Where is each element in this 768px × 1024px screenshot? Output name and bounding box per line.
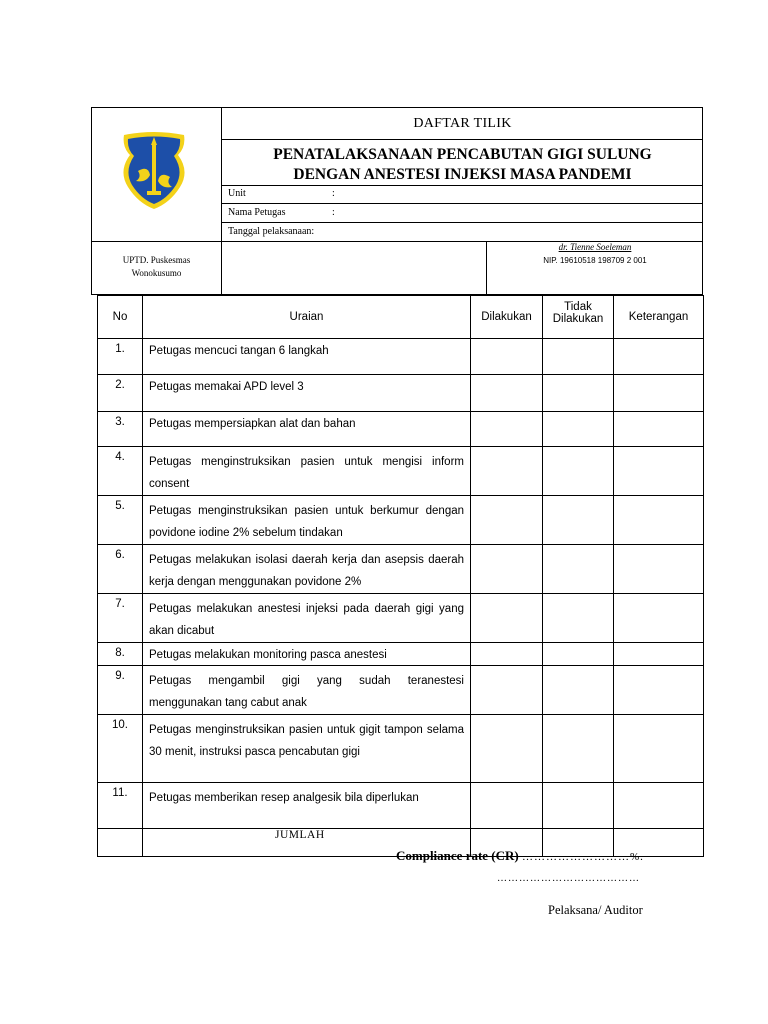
col-tidak-line2: Dilakukan (552, 313, 604, 325)
institution-line-2: Wonokusumo (131, 268, 182, 278)
table-row (98, 412, 704, 447)
table-row (98, 594, 704, 643)
checklist-table (97, 295, 704, 857)
total-label: JUMLAH (143, 829, 471, 857)
cell-tidak-dilakukan[interactable] (543, 666, 614, 715)
field-unit-colon: : (332, 188, 335, 199)
cell-tidak-dilakukan[interactable] (543, 715, 614, 783)
cell-keterangan[interactable] (614, 594, 704, 643)
cell-dilakukan[interactable] (471, 339, 543, 375)
cell-dilakukan[interactable] (471, 375, 543, 412)
col-uraian: Uraian (143, 296, 471, 339)
cell-keterangan[interactable] (614, 715, 704, 783)
cell-tidak-dilakukan[interactable] (543, 643, 614, 666)
cell-keterangan[interactable] (614, 666, 704, 715)
cell-keterangan[interactable] (614, 545, 704, 594)
row-description: Petugas memberikan resep analgesik bila diperlukan (143, 783, 471, 829)
cell-dilakukan[interactable] (471, 412, 543, 447)
row-number: 11. (98, 783, 143, 829)
total-no-cell (98, 829, 143, 857)
col-tidak-dilakukan (543, 296, 614, 339)
cell-tidak-dilakukan[interactable] (543, 412, 614, 447)
header-divider-h2 (221, 185, 703, 186)
table-row (98, 496, 704, 545)
compliance-rate (396, 848, 644, 864)
signer-name: dr. Tienne Soeleman (558, 242, 632, 252)
cell-tidak-dilakukan[interactable] (543, 594, 614, 643)
table-row (98, 447, 704, 496)
row-number: 10. (98, 715, 143, 783)
cell-tidak-dilakukan[interactable] (543, 339, 614, 375)
signer-nip: NIP. 19610518 198709 2 001 (543, 256, 647, 265)
subtitle-line-1: PENATALAKSANAAN PENCABUTAN GIGI SULUNG (273, 146, 652, 163)
row-description: Petugas menginstruksikan pasien untuk gigit tampon selama 30 menit, instruksi pasca pencabutan gigi (143, 715, 471, 783)
row-description: Petugas menginstruksikan pasien untuk berkumur dengan povidone iodine 2% sebelum tindakan (143, 496, 471, 545)
table-row (98, 339, 704, 375)
header-divider-v1 (221, 107, 222, 295)
signature-dots: ………………………………… (497, 873, 640, 884)
cell-dilakukan[interactable] (471, 447, 543, 496)
row-number: 8. (98, 643, 143, 666)
row-description: Petugas mengambil gigi yang sudah teranestesi menggunakan tang cabut anak (143, 666, 471, 715)
cell-tidak-dilakukan[interactable] (543, 375, 614, 412)
row-description: Petugas melakukan isolasi daerah kerja dan asepsis daerah kerja dengan menggunakan povidone 2% (143, 545, 471, 594)
table-row (98, 715, 704, 783)
table-row (98, 545, 704, 594)
surabaya-crest-icon (120, 131, 188, 211)
row-number: 6. (98, 545, 143, 594)
row-number: 1. (98, 339, 143, 375)
cell-tidak-dilakukan[interactable] (543, 545, 614, 594)
row-number: 7. (98, 594, 143, 643)
cell-keterangan[interactable] (614, 375, 704, 412)
row-number: 5. (98, 496, 143, 545)
field-tanggal-label: Tanggal pelaksanaan: (228, 226, 315, 237)
field-petugas-label: Nama Petugas (228, 207, 286, 218)
compliance-label: Compliance rate (CR) (396, 848, 519, 863)
cell-dilakukan[interactable] (471, 594, 543, 643)
table-row (98, 375, 704, 412)
cell-dilakukan[interactable] (471, 715, 543, 783)
row-description: Petugas melakukan anestesi injeksi pada daerah gigi yang akan dicabut (143, 594, 471, 643)
table-header-row (98, 296, 704, 339)
header-divider-h4 (221, 222, 703, 223)
row-number: 3. (98, 412, 143, 447)
cell-tidak-dilakukan[interactable] (543, 447, 614, 496)
subtitle-line-2: DENGAN ANESTESI INJEKSI MASA PANDEMI (293, 166, 632, 183)
row-number: 9. (98, 666, 143, 715)
header-divider-h1 (221, 139, 703, 140)
auditor-label: Pelaksana/ Auditor (548, 903, 643, 917)
row-description: Petugas mencuci tangan 6 langkah (143, 339, 471, 375)
cell-tidak-dilakukan[interactable] (543, 783, 614, 829)
row-number: 2. (98, 375, 143, 412)
col-tidak-line1: Tidak (564, 301, 592, 313)
cell-keterangan[interactable] (614, 643, 704, 666)
cell-keterangan[interactable] (614, 783, 704, 829)
table-row (98, 666, 704, 715)
field-unit-label: Unit (228, 188, 246, 199)
cell-keterangan[interactable] (614, 412, 704, 447)
table-row (98, 643, 704, 666)
row-number: 4. (98, 447, 143, 496)
cell-dilakukan[interactable] (471, 496, 543, 545)
col-keterangan: Keterangan (614, 296, 704, 339)
cell-keterangan[interactable] (614, 447, 704, 496)
col-dilakukan: Dilakukan (471, 296, 543, 339)
col-no: No (98, 296, 143, 339)
cell-tidak-dilakukan[interactable] (543, 496, 614, 545)
field-petugas-colon: : (332, 207, 335, 218)
row-description: Petugas memakai APD level 3 (143, 375, 471, 412)
row-description: Petugas menginstruksikan pasien untuk mengisi inform consent (143, 447, 471, 496)
document-subtitle (222, 145, 703, 185)
row-description: Petugas melakukan monitoring pasca anestesi (143, 643, 471, 666)
cell-dilakukan[interactable] (471, 666, 543, 715)
cell-dilakukan[interactable] (471, 643, 543, 666)
cell-dilakukan[interactable] (471, 545, 543, 594)
cell-dilakukan[interactable] (471, 783, 543, 829)
institution-line-1: UPTD. Puskesmas (122, 255, 191, 265)
table-row (98, 783, 704, 829)
institution-name (92, 254, 221, 280)
row-description: Petugas mempersiapkan alat dan bahan (143, 412, 471, 447)
document-title: DAFTAR TILIK (413, 116, 512, 131)
header-divider-h3 (221, 203, 703, 204)
compliance-dots: ………………………%. (522, 851, 644, 863)
cell-keterangan[interactable] (614, 339, 704, 375)
cell-keterangan[interactable] (614, 496, 704, 545)
